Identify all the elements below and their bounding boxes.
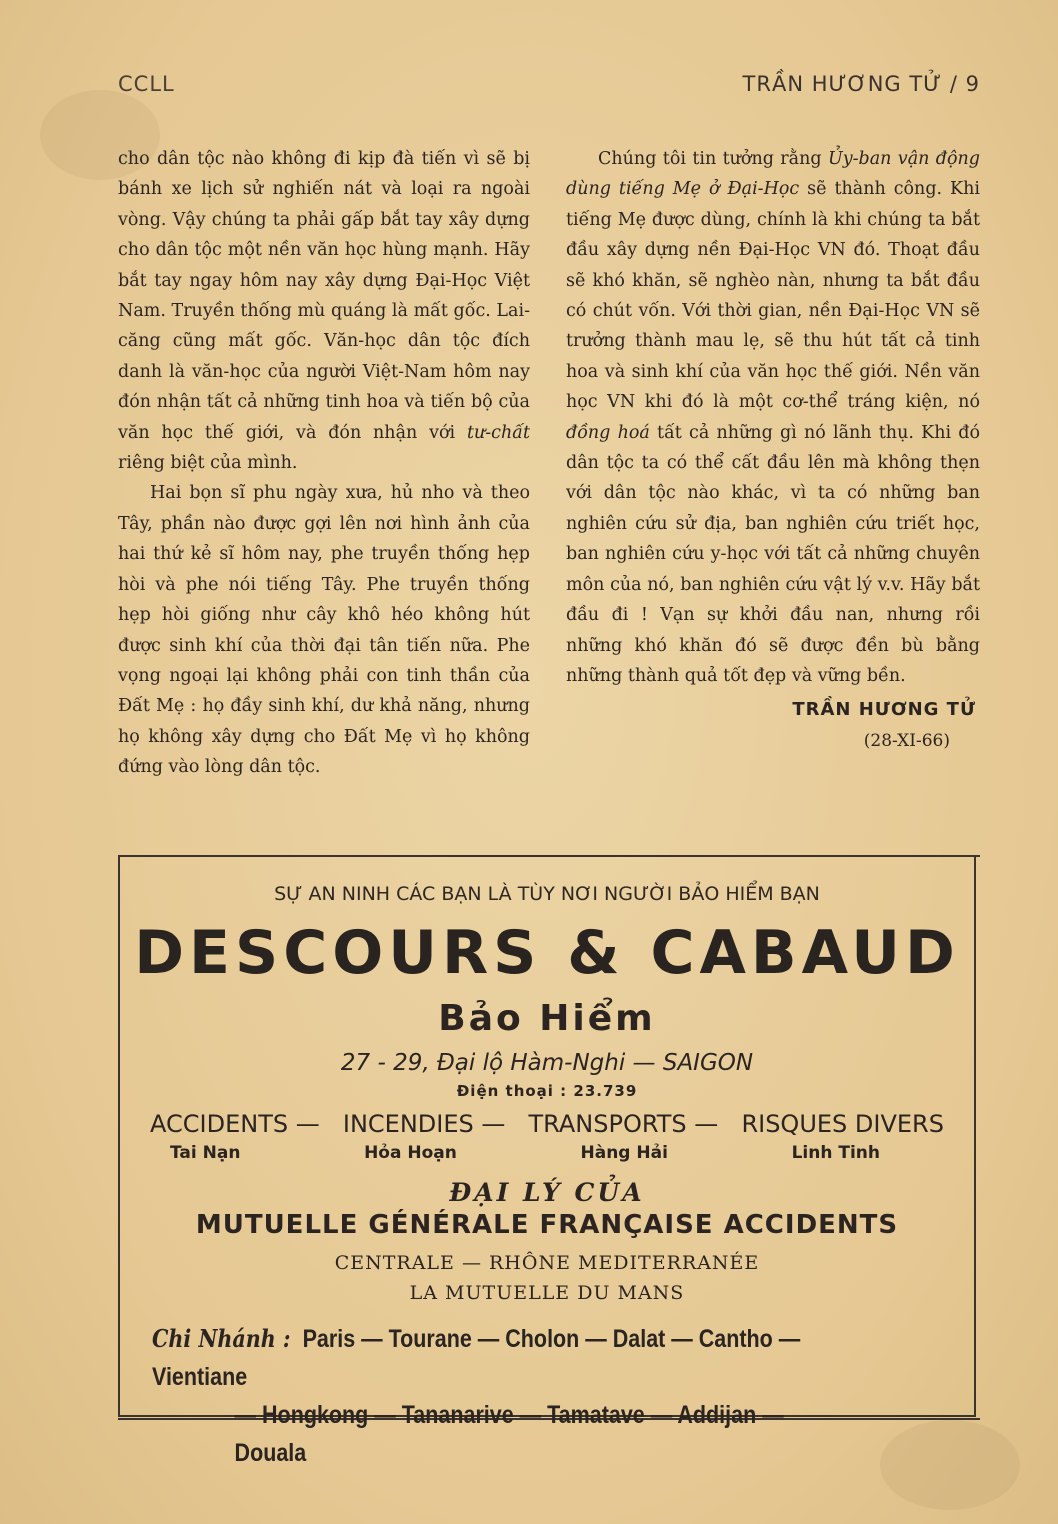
service-item: RISQUES DIVERS [741, 1110, 944, 1138]
branches-line-2: — Hongkong — Tananarive — Tamatave — Addijan — Douala [234, 1401, 784, 1467]
article-paragraph: Hai bọn sĩ phu ngày xưa, hủ nho và theo Tây, phần nào được gợi lên nơi hình ảnh của hai thứ kẻ sĩ hôm nay, phe truyền thống hẹp hòi và phe nói tiếng Tây. Phe truyền thống hẹp hòi giống như cây khô héo không hút được sinh khí của thời đại tân tiến nữa. Phe vọng ngoại lại không phải con tinh thần của Đất Mẹ : họ đầy sinh khí, dư khả năng, nhưng họ không xây dựng cho Đất Mẹ vì họ không đứng vào lòng dân tộc. [118, 483, 530, 778]
ad-phone: Điện thoại : 23.739 [456, 1082, 638, 1100]
article-date: (28-XI-66) [863, 730, 950, 751]
ad-centrale-line: CENTRALE — RHÔNE MEDITERRANÉE [334, 1252, 760, 1274]
ad-branches [152, 1320, 840, 1472]
article-text: Chúng tôi tin tưởng rằng [598, 149, 828, 169]
article-paragraph [118, 144, 530, 478]
article-right-column [566, 144, 980, 756]
ad-mutuelle-name: MUTUELLE GÉNÉRALE FRANÇAISE ACCIDENTS [195, 1210, 899, 1240]
article-text: riêng biệt của mình. [118, 453, 298, 474]
ad-address: 27 - 29, Đại lộ Hàm-Nghi — SAIGON [340, 1050, 754, 1076]
ad-services-vietnamese [170, 1143, 880, 1163]
article-emphasis: đồng hoá [566, 422, 650, 443]
paper-stain [880, 1420, 1020, 1510]
service-item: INCENDIES — [342, 1110, 506, 1138]
service-item: TRANSPORTS — [528, 1110, 719, 1138]
article-left-column [118, 144, 530, 783]
ad-mans-line: LA MUTUELLE DU MANS [409, 1282, 685, 1304]
ad-services-list [150, 1110, 944, 1138]
ad-agent-heading: ĐẠI LÝ CỦA [449, 1178, 645, 1207]
service-item-vn: Hàng Hải [580, 1143, 668, 1163]
article-paragraph [566, 144, 980, 691]
header-page-number: TRẦN HƯƠNG TỬ / 9 [742, 72, 980, 96]
article-emphasis: Ủy-ban vận động dùng tiếng Mẹ ở Đại-Học [566, 149, 980, 200]
page-header [118, 72, 980, 106]
article-text: cho dân tộc nào không đi kịp đà tiến vì sẽ bị bánh xe lịch sử nghiến nát và loại ra ngoài vòng. Vậy chúng ta phải gấp bắt tay xây dựng cho dân tộc một nền văn học hùng mạnh. Hãy bắt tay ngay hôm nay xây dựng Đại-Học Việt Nam. Truyền thống mù quáng là mất gốc. Lai-căng cũng mất gốc. Văn-học dân tộc đích danh là văn-học của người Việt-Nam hôm nay đón nhận tất cả những tinh hoa và tiến bộ của văn học thế giới, và đón nhận với [118, 149, 530, 443]
service-item-vn: Tai Nạn [170, 1143, 241, 1163]
service-item-vn: Linh Tinh [791, 1143, 880, 1163]
ad-tagline: SỰ AN NINH CÁC BẠN LÀ TÙY NƠI NGƯỜI BẢO HIỂM BẠN [274, 883, 820, 905]
header-left: CCLL [118, 72, 175, 96]
article-emphasis: tư-chất [466, 422, 530, 443]
branches-label: Chi Nhánh : [152, 1324, 291, 1353]
ad-brand-name: DESCOURS & CABAUD [134, 918, 960, 988]
article-text: tất cả những gì nó lãnh thụ. Khi đó dân tộc ta có thể cất đầu lên mà không thẹn với dân tộc nào khác, vì ta có những ban nghiên cứu sử địa, ban nghiên cứu triết học, ban nghiên cứu y-học với tất cả những chuyên môn của nó, ban nghiên cứu vật lý v.v. Hãy bắt đầu đi ! Vạn sự khởi đầu nan, nhưng rồi những khó khăn đó sẽ được đền bù bằng những thành quả tốt đẹp và vững bền. [566, 422, 981, 686]
ad-subtitle: Bảo Hiểm [438, 998, 656, 1039]
article-text: sẽ thành công. Khi tiếng Mẹ được dùng, chính là khi chúng ta bắt đầu xây dựng nền Đại-Học VN đó. Thoạt đầu sẽ khó khăn, sẽ nghèo nàn, nhưng ta bắt đầu có chút vốn. Với thời gian, nền Đại-Học VN sẽ trưởng thành mau lẹ, sẽ thu hút tất cả tinh hoa và sinh khí của văn học thế giới. Nền văn học VN khi đó là một cơ-thể tráng kiện, nó [566, 179, 981, 413]
service-item: ACCIDENTS — [150, 1110, 320, 1138]
author-signature: TRẦN HƯƠNG TỬ [792, 699, 976, 721]
service-item-vn: Hỏa Hoạn [364, 1143, 457, 1163]
branches-line-1: Paris — Tourane — Cholon — Dalat — Cantho — Vientiane [152, 1325, 801, 1391]
